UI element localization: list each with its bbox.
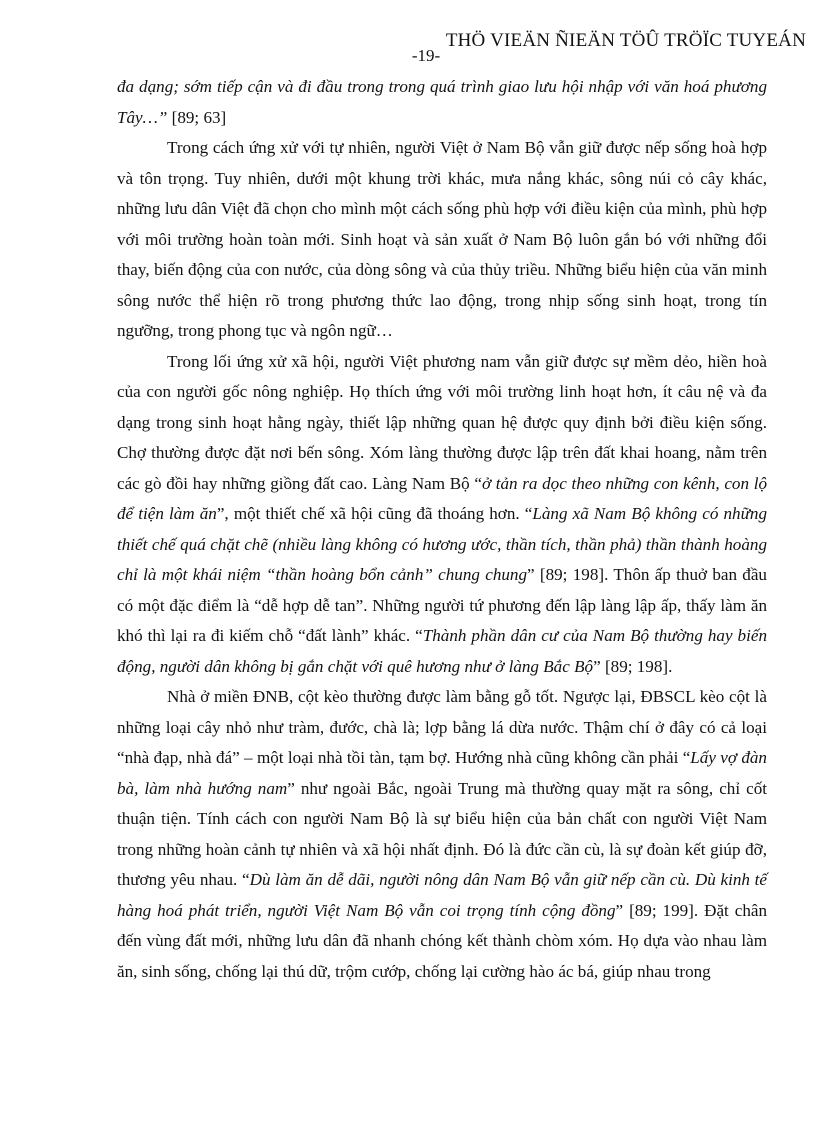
body-text: ” [89; 198]. Thôn ấp thuở ban đầu có một đặc điểm là “dễ hợp dễ tan”. Những người tứ phương đến lập làng lập ấp, thấy làm ăn khó thì lại ra đi kiếm chỗ “đất lành” khác. “: [117, 565, 767, 645]
paragraph: [117, 682, 767, 987]
paragraph: [117, 347, 767, 683]
body-text: ”, một thiết chế xã hội cũng đã thoáng hơn. “: [216, 504, 533, 523]
body-text: Nhà ở miền ĐNB, cột kèo thường được làm bằng gỗ tốt. Ngược lại, ĐBSCL kèo cột là những loại cây nhỏ như tràm, đước, chà là; lợp bằng lá dừa nước. Thậm chí ở đây có cả loại “nhà đạp, nhà đá” – một loại nhà tồi tàn, tạm bợ. Hướng nhà cũng không cần phải “: [117, 687, 767, 767]
paragraph: [117, 72, 767, 133]
paragraph: [117, 133, 767, 347]
quote-text: Làng xã Nam Bộ không có những thiết chế quá chặt chẽ (nhiều làng không có hương ước, thần tích, thần phả) thần thành hoàng chỉ là một khái niệm “thần hoàng bổn cảnh” chung chung: [117, 504, 767, 584]
body-text: ” [89; 199]. Đặt chân đến vùng đất mới, những lưu dân đã nhanh chóng kết thành chòm xóm. Họ dựa vào nhau làm ăn, sinh sống, chống lại thú dữ, trộm cướp, chống lại cường hào ác bá, giúp nhau trong: [117, 900, 767, 981]
quote-text: ở tản ra dọc theo những con kênh, con lộ để tiện làm ăn: [117, 473, 767, 523]
quote-text: Thành phần dân cư của Nam Bộ thường hay biến động, người dân không bị gắn chặt với quê hương như ở làng Bắc Bộ: [117, 626, 767, 676]
library-watermark: THÖ VIEÄN ÑIEÄN TÖÛ TRÖÏC TUYEÁN: [445, 30, 806, 51]
document-body: [117, 72, 767, 987]
quote-text: đa dạng; sớm tiếp cận và đi đầu trong trong quá trình giao lưu hội nhập với văn hoá phương Tây…”: [117, 77, 767, 127]
quote-text: Lấy vợ đàn bà, làm nhà hướng nam: [117, 748, 767, 798]
body-text: Trong cách ứng xử với tự nhiên, người Việt ở Nam Bộ vẫn giữ được nếp sống hoà hợp và tôn trọng. Tuy nhiên, dưới một khung trời khác, mưa nắng khác, sông núi cỏ cây khác, những lưu dân Việt đã chọn cho mình một cách sống phù hợp với điều kiện của mình, phù hợp với môi trường hoàn toàn mới. Sinh hoạt và sản xuất ở Nam Bộ luôn gắn bó với những đổi thay, biến động của con nước, của dòng sông và của thủy triều. Những biểu hiện của văn minh sông nước thể hiện rõ trong phương thức lao động, trong nhịp sống sinh hoạt, trong tín ngưỡng, trong phong tục và ngôn ngữ…: [117, 138, 767, 340]
body-text: Trong lối ứng xử xã hội, người Việt phương nam vẫn giữ được sự mềm dẻo, hiền hoà của con người gốc nông nghiệp. Họ thích ứng với môi trường linh hoạt hơn, ít câu nệ và đa dạng trong sinh hoạt hằng ngày, thiết lập những quan hệ được quy định bởi điều kiện sống. Chợ thường được đặt nơi bến sông. Xóm làng thường được lập trên đất khai hoang, nằm trên các gò đồi hay những giồng đất cao. Làng Nam Bộ “: [117, 351, 767, 493]
body-text: ” như ngoài Bắc, ngoài Trung mà thường quay mặt ra sông, chỉ cốt thuận tiện. Tính cách con người Nam Bộ là sự biểu hiện của bản chất con người Việt Nam trong những hoàn cảnh tự nhiên và xã hội nhất định. Đó là đức cần cù, là sự đoàn kết giúp đỡ, thương yêu nhau. “: [117, 778, 767, 889]
citation-text: ” [89; 198].: [593, 656, 673, 676]
quote-text: Dù làm ăn dễ dãi, người nông dân Nam Bộ vẫn giữ nếp cần cù. Dù kinh tế hàng hoá phát triển, người Việt Nam Bộ vẫn coi trọng tính cộng đồng: [117, 870, 767, 920]
page-number: -19-: [411, 46, 441, 65]
citation-text: [89; 63]: [167, 107, 227, 127]
